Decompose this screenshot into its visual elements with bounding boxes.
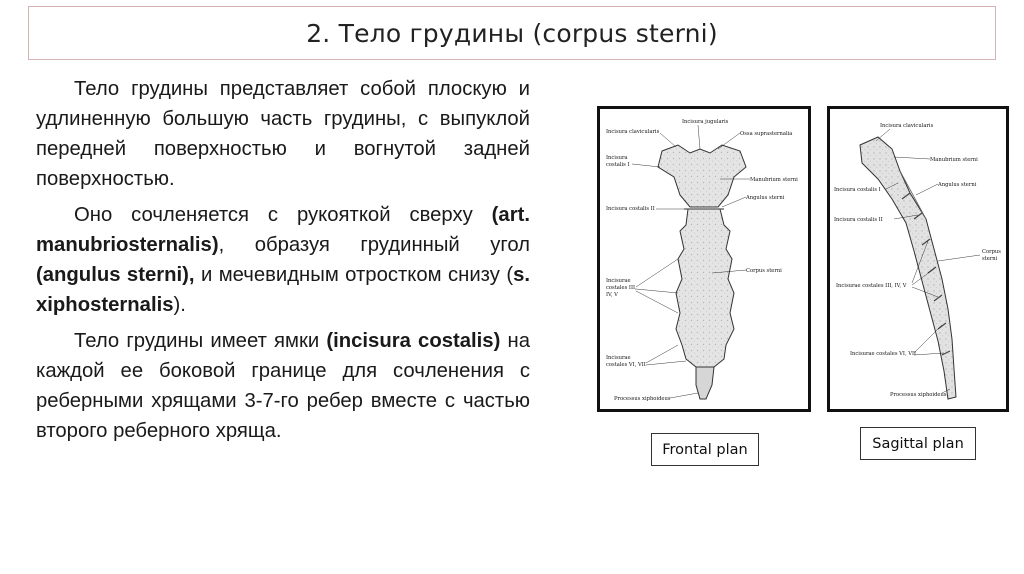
label-incisurae-6b: costales VI, VII bbox=[606, 362, 646, 368]
label-s-angulus-sterni: Angulus sterni bbox=[938, 182, 977, 188]
frontal-sternum-illustration bbox=[600, 109, 808, 409]
frontal-caption-text: Frontal plan bbox=[662, 441, 748, 458]
label-s-incisura-costalis-2: Incisura costalis II bbox=[834, 217, 883, 223]
p2-term-xipho: s. xiphosternalis bbox=[36, 264, 530, 316]
label-processus-xiphoideus: Processus xiphoideus bbox=[614, 396, 671, 402]
p2-term-angulus: (angulus sterni), bbox=[36, 264, 195, 286]
label-s-corpus-a: Corpus bbox=[982, 249, 1001, 255]
frontal-plan-caption bbox=[651, 433, 759, 466]
p3-term-incisura: (incisura costalis) bbox=[326, 330, 501, 352]
p2-text-e: и мечевидным отростком снизу ( bbox=[194, 264, 514, 286]
label-s-incisura-costalis-1: Incisura costalis I bbox=[834, 187, 881, 193]
label-incisurae-6a: Incisurae bbox=[606, 355, 631, 361]
label-incisurae-3a: Incisurae bbox=[606, 278, 631, 284]
p3-text-a: Тело грудины имеет ямки bbox=[74, 330, 327, 352]
p2-term-art: (art. manubriosternalis) bbox=[36, 204, 530, 256]
label-corpus-sterni: Corpus sterni bbox=[746, 268, 782, 274]
label-ossa-suprasternalia: Ossa suprasternalia bbox=[740, 131, 793, 137]
label-s-corpus-b: sterni bbox=[982, 256, 998, 262]
p2-text-a: Оно сочленяется с рукояткой сверху bbox=[74, 204, 492, 226]
label-manubrium-sterni: Manubrium sterni bbox=[750, 177, 798, 183]
label-s-incisura-clavicularis: Incisura clavicularis bbox=[880, 123, 934, 129]
p2-text-g: ). bbox=[173, 294, 186, 316]
label-incisura-costalis-1a: Incisura bbox=[606, 155, 628, 161]
label-incisura-clavicularis: Incisura clavicularis bbox=[606, 129, 660, 135]
p3-text-c: на каждой ее боковой границе для сочленения с реберными хрящами 3-7-го ребер вместе с частью второго реберного хряща. bbox=[36, 330, 530, 442]
label-incisurae-3b: costales III, bbox=[606, 285, 637, 291]
label-incisura-costalis-1b: costalis I bbox=[606, 162, 630, 168]
slide-title: 2. Тело грудины (corpus sterni) bbox=[306, 18, 718, 48]
label-incisura-costalis-2: Incisura costalis II bbox=[606, 206, 655, 212]
sagittal-caption-text: Sagittal plan bbox=[872, 435, 964, 452]
paragraph-2 bbox=[36, 200, 530, 320]
sagittal-sternum-illustration bbox=[830, 109, 1006, 409]
p2-text-c: , образуя грудинный угол bbox=[218, 234, 530, 256]
paragraph-3 bbox=[36, 326, 530, 446]
label-s-processus-xiphoideus: Processus xiphoideus bbox=[890, 392, 947, 398]
label-s-incisurae-6: Incisurae costales VI, VII bbox=[850, 351, 917, 357]
frontal-figure bbox=[597, 106, 811, 412]
label-s-manubrium-sterni: Manubrium sterni bbox=[930, 157, 978, 163]
sagittal-plan-caption bbox=[860, 427, 976, 460]
label-incisurae-3c: IV, V bbox=[606, 292, 618, 298]
title-box bbox=[28, 6, 996, 60]
label-angulus-sterni: Angulus sterni bbox=[746, 195, 785, 201]
sagittal-figure bbox=[827, 106, 1009, 412]
text-column bbox=[36, 74, 530, 452]
paragraph-1: Тело грудины представляет собой плоскую и удлиненную большую часть грудины, с выпуклой передней поверхностью и вогнутой задней поверхностью. bbox=[36, 78, 530, 190]
label-s-incisurae-3: Incisurae costales III, IV, V bbox=[836, 283, 907, 289]
label-incisura-jugularis: Incisura jugularis bbox=[682, 119, 729, 125]
